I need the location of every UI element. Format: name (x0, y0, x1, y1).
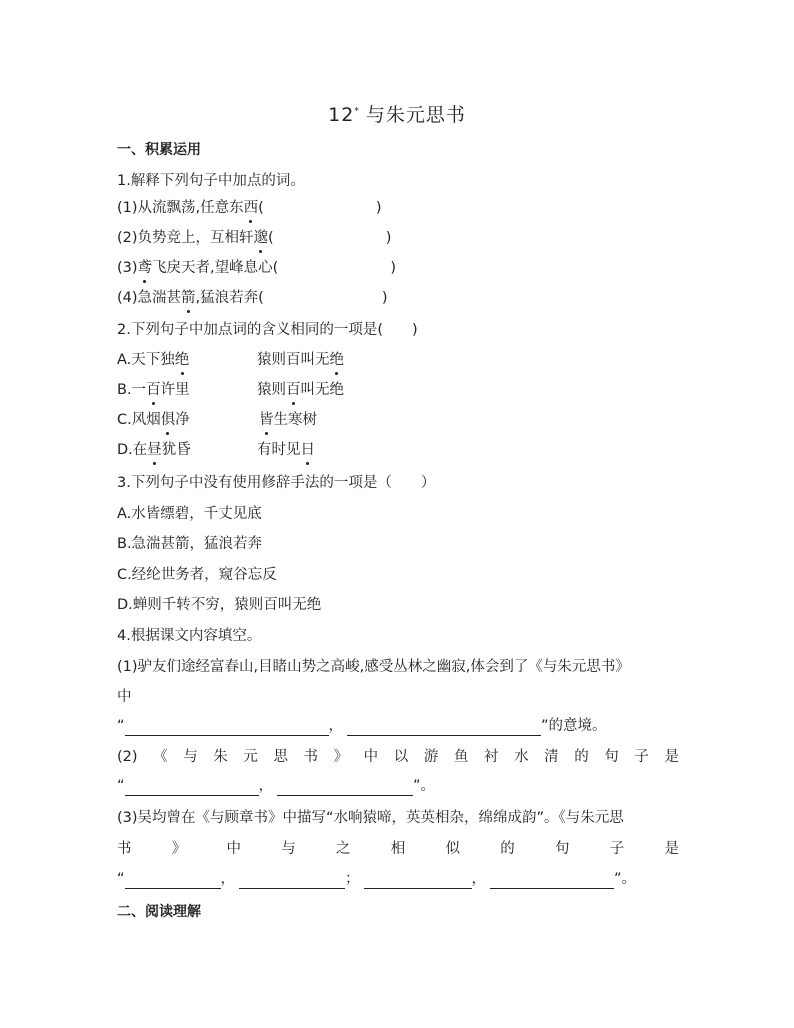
section-heading-1: 一、积累运用 (117, 142, 201, 158)
dotted-word: 箭 (181, 290, 196, 306)
q1-item-2: (2)负势竞上，互相轩邈( ) (117, 230, 392, 246)
dotted-word: 昼 (147, 442, 162, 458)
answer-blank[interactable] (125, 719, 329, 736)
answer-blank[interactable] (239, 872, 345, 889)
q4-part3-line2: 书 》 中 与 之 相 似 的 句 子 是 (117, 841, 679, 857)
answer-blank[interactable] (347, 719, 541, 736)
q2-option-b: B.一百许里 猿则百叫无绝 (117, 382, 344, 398)
q4-part1-line1: (1)驴友们途经富春山,目睹山势之高峻,感受丛林之幽寂,体会到了《与朱元思书》 (117, 659, 630, 675)
answer-blank[interactable] (125, 779, 259, 796)
q3-stem: 3.下列句子中没有使用修辞手法的一项是（ ） (117, 475, 436, 491)
dotted-word: 百 (286, 382, 301, 398)
q2-option-a: A.天下独绝 猿则百叫无绝 (117, 352, 344, 368)
answer-blank[interactable] (125, 872, 221, 889)
dotted-word: 日 (300, 442, 315, 458)
dotted-word: 俱 (160, 412, 176, 428)
q4-part1-line2: 中 (117, 689, 132, 705)
lesson-number: 12 (328, 104, 355, 126)
lesson-title: 与朱元思书 (365, 104, 466, 126)
dotted-word: 鸢 (137, 260, 153, 276)
page-title (0, 100, 794, 127)
dotted-word: 绝 (329, 352, 344, 368)
q4-part3-line3: “ ， ； ， ”。 (117, 871, 637, 887)
q4-part2-line2: “ ， ”。 (117, 778, 436, 794)
q1-stem: 1.解释下列句子中加点的词。 (117, 173, 305, 189)
q3-option-d: D.蝉则千转不穷，猿则百叫无绝 (117, 597, 322, 613)
dotted-word: 邈 (253, 230, 269, 246)
q4-part2-line1: (2) 《 与 朱 元 思 书 》 中 以 游 鱼 衬 水 清 的 句 子 是 (117, 749, 679, 765)
q4-stem: 4.根据课文内容填空。 (117, 628, 262, 644)
q4-part1-line3: “ ， ”的意境。 (117, 718, 607, 734)
section-heading-2: 二、阅读理解 (117, 904, 201, 920)
answer-blank[interactable] (277, 779, 413, 796)
dotted-word: 百 (146, 382, 161, 398)
dotted-word: 西 (243, 200, 259, 216)
q4-part3-line1: (3)吴均曾在《与顾章书》中描写“水响猿啼，英英相杂，绵绵成韵”。《与朱元思 (117, 810, 624, 826)
q1-item-3: (3)鸢飞戾天者,望峰息心( ) (117, 260, 396, 276)
dotted-word: 绝 (174, 352, 190, 368)
q3-option-b: B.急湍甚箭，猛浪若奔 (117, 536, 263, 552)
q1-item-1: (1)从流飘荡,任意东西( ) (117, 200, 382, 216)
answer-blank[interactable] (364, 872, 472, 889)
q2-stem: 2.下列句子中加点词的含义相同的一项是( ) (117, 322, 418, 338)
answer-blank[interactable] (490, 872, 614, 889)
q3-option-a: A.水皆缥碧，千丈见底 (117, 506, 262, 522)
dotted-word: 皆 (259, 412, 274, 428)
q2-option-d: D.在昼犹昏 有时见日 (117, 442, 315, 458)
q3-option-c: C.经纶世务者，窥谷忘反 (117, 567, 277, 583)
lesson-mark: * (354, 106, 360, 117)
q1-item-4: (4)急湍甚箭,猛浪若奔( ) (117, 290, 388, 306)
q2-option-c: C.风烟俱净 皆生寒树 (117, 412, 317, 428)
